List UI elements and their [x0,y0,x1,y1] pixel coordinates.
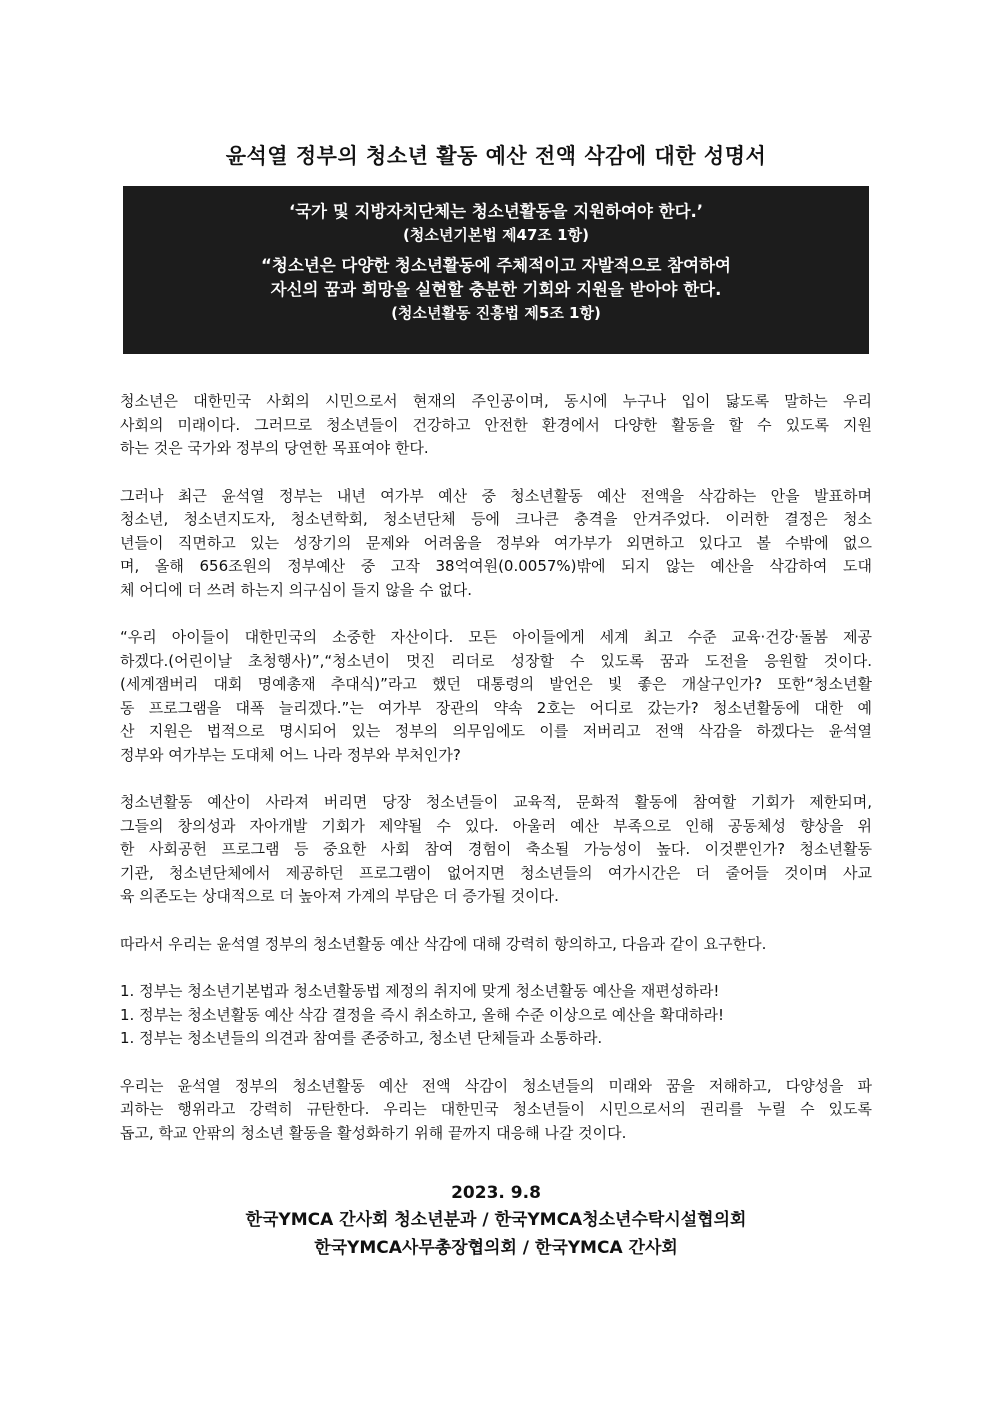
law-quote-box [123,186,869,354]
paragraph-line: 하겠다.(어린이날 초청행사)”,“청소년이 멋진 리더로 성장할 수 있도록 꿈과 도전을 응원할 것이다. [120,651,872,670]
quote-activity-act-line-2: 자신의 꿈과 희망을 실현할 충분한 기회와 지원을 받아야 한다. [270,280,722,299]
paragraph-line: 따라서 우리는 윤석열 정부의 청소년활동 예산 삭감에 대해 강력히 항의하고, 다음과 같이 요구한다. [120,934,767,953]
paragraph-line: 괴하는 행위라고 강력히 규탄한다. 우리는 대한민국 청소년들이 시민으로서의 권리를 누릴 수 있도록 [120,1100,872,1118]
statement-date: 2023. 9.8 [451,1183,541,1203]
paragraph-line: 청소년활동 예산이 사라져 버리면 당장 청소년들이 교육적, 문화적 활동에 참여할 기회가 제한되며, [120,793,872,811]
paragraph-line: 사회의 미래이다. 그러므로 청소년들이 건강하고 안전한 환경에서 다양한 활동을 할 수 있도록 지원 [120,415,872,434]
demands-list [120,980,872,1051]
paragraph-line: 청소년, 청소년지도자, 청소년학회, 청소년단체 등에 크나큰 충격을 안겨주었다. 이러한 결정은 청소 [120,510,872,528]
paragraph-demand-intro [120,933,872,957]
paragraph-line: 하는 것은 국가와 정부의 당연한 목표여야 한다. [120,439,429,457]
signatory-line-2: 한국YMCA사무총장협의회 / 한국YMCA 간사회 [314,1238,678,1258]
paragraph-line: (세계잼버리 대회 명예총재 추대식)”라고 했던 대통령의 발언은 빛 좋은 개살구인가? 또한“청소년활 [120,675,872,693]
signature-block [0,1180,992,1262]
paragraph-line: 년들이 직면하고 있는 성장기의 문제와 어려움을 정부와 여가부가 외면하고 있다고 볼 수밖에 없으 [120,533,872,552]
document-title: 윤석열 정부의 청소년 활동 예산 전액 삭감에 대한 성명서 [225,144,767,168]
paragraph-line: 며, 올해 656조원의 정부예산 중 고작 38억여원(0.0057%)밖에 되지 않는 예산을 삭감하여 도대 [120,557,872,575]
quote-activity-act-source: (청소년활동 진흥법 제5조 1항) [391,304,601,322]
paragraph-line: 한 사회공헌 프로그램 등 중요한 사회 참여 경험이 축소될 가능성이 높다. 이것뿐인가? 청소년활동 [120,840,872,858]
paragraph-line: 정부와 여가부는 도대체 어느 나라 정부와 부처인가? [120,745,461,764]
quote-basic-act: ‘국가 및 지방자치단체는 청소년활동을 지원하여야 한다.’ [288,202,704,221]
paragraph-line: 그러나 최근 윤석열 정부는 내년 여가부 예산 중 청소년활동 예산 전액을 삭감하는 안을 발표하며 [120,486,872,505]
paragraph-line: 체 어디에 더 쓰려 하는지 의구심이 들지 않을 수 없다. [120,580,472,599]
paragraph-intro [120,390,872,461]
paragraph-line: 그들의 창의성과 자아개발 기회가 제약될 수 있다. 아울러 예산 부족으로 인해 공동체성 향상을 위 [120,816,872,835]
demand-item: 1. 정부는 청소년활동 예산 삭감 결정을 즉시 취소하고, 올해 수준 이상으로 예산을 확대하라! [120,1005,724,1024]
demand-item: 1. 정부는 청소년기본법과 청소년활동법 제정의 취지에 맞게 청소년활동 예산을 재편성하라! [120,982,720,1000]
paragraph-closing [120,1075,872,1146]
signatory-line-1: 한국YMCA 간사회 청소년분과 / 한국YMCA청소년수탁시설협의회 [245,1210,747,1230]
paragraph-line: 동 프로그램을 대폭 늘리겠다.”는 여가부 장관의 약속 2호는 어디로 갔는가? 청소년활동에 대한 예 [120,698,872,717]
paragraph-line: 우리는 윤석열 정부의 청소년활동 예산 전액 삭감이 청소년들의 미래와 꿈을 저해하고, 다양성을 파 [120,1076,872,1095]
paragraph-line: 청소년은 대한민국 사회의 시민으로서 현재의 주인공이며, 동시에 누구나 입이 닳도록 말하는 우리 [120,392,872,410]
paragraph-line: 산 지원은 법적으로 명시되어 있는 정부의 의무임에도 이를 저버리고 전액 삭감을 하겠다는 윤석열 [120,722,872,740]
demand-item: 1. 정부는 청소년들의 의견과 참여를 존중하고, 청소년 단체들과 소통하라. [120,1029,603,1047]
paragraph-line: 기관, 청소년단체에서 제공하던 프로그램이 없어지면 청소년들의 여가시간은 더 줄어들 것이며 사교 [120,863,872,882]
statement-body [120,390,872,1169]
paragraph-line: 돕고, 학교 안팎의 청소년 활동을 활성화하기 위해 끝까지 대응해 나갈 것이다. [120,1123,627,1142]
paragraph-impact [120,791,872,909]
paragraph-promises [120,626,872,767]
paragraph-line: 육 의존도는 상대적으로 더 높아져 가계의 부담은 더 증가될 것이다. [120,887,559,905]
paragraph-line: “우리 아이들이 대한민국의 소중한 자산이다. 모든 아이들에게 세계 최고 수준 교육·건강·돌봄 제공 [120,628,872,646]
quote-basic-act-source: (청소년기본법 제47조 1항) [403,226,589,244]
quote-activity-act-line-1: “청소년은 다양한 청소년활동에 주체적이고 자발적으로 참여하여 [261,256,731,275]
paragraph-budget-cut [120,485,872,603]
